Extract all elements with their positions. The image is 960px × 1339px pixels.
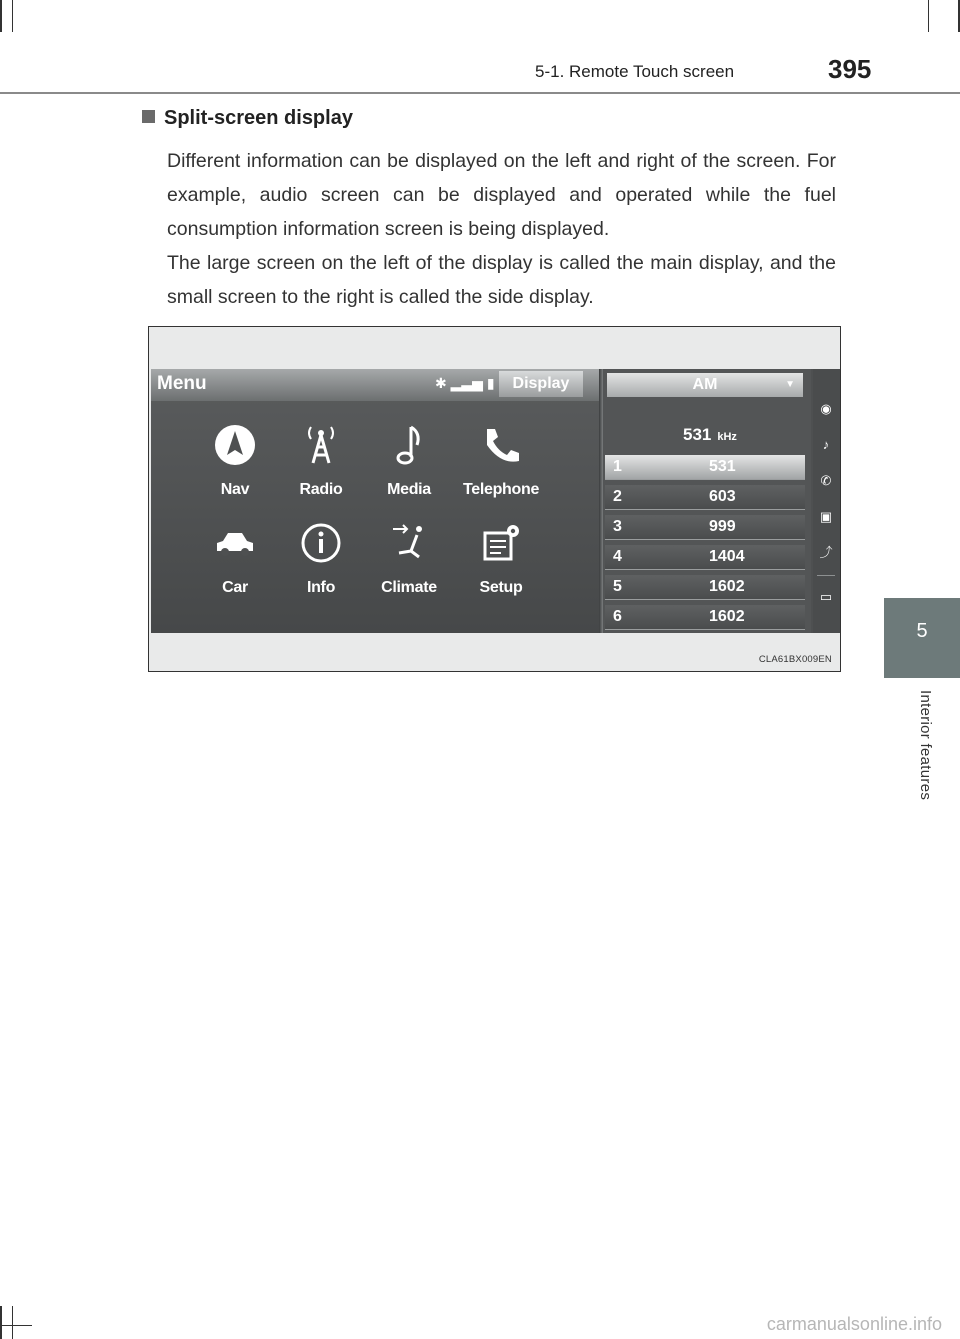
app-label: Info	[306, 579, 336, 596]
preset-index: 1	[613, 458, 622, 475]
section-title	[142, 107, 353, 130]
app-label: Car	[222, 579, 248, 596]
chapter-label: Interior features	[917, 690, 934, 801]
crop-mark	[928, 0, 929, 32]
phone-icon[interactable]: ✆	[820, 473, 832, 488]
dropdown-caret-icon: ▼	[785, 379, 795, 390]
preset-value: 1602	[709, 608, 745, 625]
battery-icon: ▮	[486, 375, 495, 391]
app-label: Media	[387, 481, 431, 498]
app-info-button[interactable]	[277, 517, 365, 612]
paragraph: The large screen on the left of the display is called the main display, and the small screen to the right is called the side display.	[167, 252, 836, 308]
app-label: Climate	[381, 579, 437, 596]
side-display-icon[interactable]: ▭	[819, 589, 833, 604]
preset-value: 531	[709, 458, 736, 475]
preset-index: 5	[613, 578, 622, 595]
app-car-button[interactable]	[191, 517, 279, 612]
setup-gear-icon	[479, 521, 523, 565]
signal-icon: ▂▃▅	[450, 375, 483, 391]
app-label: Radio	[299, 481, 343, 498]
app-radio-button[interactable]	[277, 419, 365, 514]
crop-mark	[12, 1306, 13, 1339]
preset-value: 999	[709, 518, 736, 535]
crop-mark	[0, 1325, 32, 1326]
nav-icon	[213, 423, 257, 467]
phone-icon	[479, 423, 523, 467]
section-title-text: Split-screen display	[164, 107, 353, 129]
preset-value: 603	[709, 488, 736, 505]
preset-value: 1404	[709, 548, 745, 565]
control-divider	[817, 575, 835, 576]
running-header: 5-1. Remote Touch screen	[535, 62, 735, 81]
figure-code: CLA61BX009EN	[758, 654, 832, 665]
crop-mark	[0, 1306, 2, 1339]
preset-button[interactable]	[605, 545, 805, 570]
music-note-icon	[387, 423, 431, 467]
display-button[interactable]: Display	[499, 371, 583, 397]
main-display	[151, 369, 599, 633]
image-icon[interactable]: ▣	[819, 509, 833, 524]
preset-button[interactable]	[605, 605, 805, 630]
preset-button[interactable]	[605, 485, 805, 510]
radio-tower-icon	[299, 423, 343, 467]
display-screen	[151, 369, 840, 633]
app-label: Telephone	[462, 481, 540, 498]
status-icons	[435, 375, 495, 392]
app-label: Nav	[220, 481, 250, 498]
side-control-strip	[813, 369, 840, 633]
header-rule	[0, 92, 960, 94]
nav-icon[interactable]: ◉	[820, 401, 832, 416]
preset-button[interactable]	[605, 455, 805, 480]
preset-button[interactable]	[605, 515, 805, 540]
frequency-value: 531	[683, 425, 712, 444]
climate-seat-icon[interactable]: ⤴	[819, 545, 833, 560]
screen-figure	[148, 326, 841, 672]
app-telephone-button[interactable]	[457, 419, 545, 514]
bullet-square-icon	[142, 110, 155, 123]
climate-seat-icon	[387, 521, 431, 565]
band-selector[interactable]	[607, 373, 803, 397]
app-nav-button[interactable]	[191, 419, 279, 514]
paragraph: Different information can be displayed on the left and right of the screen. For example, audio screen can be displayed and operated while the fuel consumption information screen is being displayed.	[167, 150, 836, 240]
info-icon	[299, 521, 343, 565]
preset-index: 6	[613, 608, 622, 625]
band-label: AM	[692, 376, 718, 393]
car-icon	[213, 521, 257, 565]
app-label: Setup	[479, 579, 523, 596]
menu-title: Menu	[157, 373, 207, 394]
preset-button[interactable]	[605, 575, 805, 600]
app-climate-button[interactable]	[365, 517, 453, 612]
crop-mark	[0, 0, 2, 32]
current-frequency	[683, 425, 737, 445]
app-setup-button[interactable]	[457, 517, 545, 612]
preset-index: 4	[613, 548, 622, 565]
preset-index: 3	[613, 518, 622, 535]
crop-mark	[12, 0, 13, 32]
preset-value: 1602	[709, 578, 745, 595]
chapter-number: 5	[916, 620, 928, 642]
preset-index: 2	[613, 488, 622, 505]
chapter-tab	[884, 598, 960, 678]
page-number: 395	[828, 54, 872, 84]
side-display	[603, 369, 811, 633]
app-media-button[interactable]	[365, 419, 453, 514]
menu-bar	[151, 369, 599, 401]
music-note-icon[interactable]: ♪	[822, 437, 830, 452]
bluetooth-icon: ✱	[435, 375, 447, 391]
frequency-unit: kHz	[717, 431, 737, 443]
watermark: carmanualsonline.info	[766, 1314, 942, 1334]
